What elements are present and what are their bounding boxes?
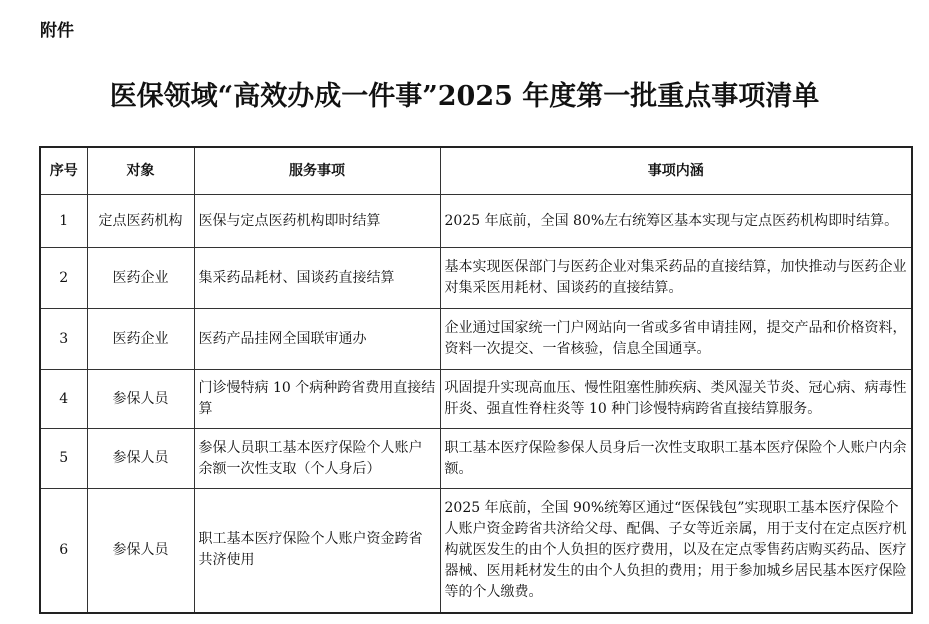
row-target: 医药企业 — [87, 309, 194, 370]
row-content: 基本实现医保部门与医药企业对集采药品的直接结算，加快推动与医药企业对集采医用耗材、国谈药的直接结算。 — [440, 248, 912, 309]
table-header-row — [40, 147, 912, 195]
row-target: 参保人员 — [87, 489, 194, 613]
row-content: 企业通过国家统一门户网站向一省或多省申请挂网，提交产品和价格资料，资料一次提交、一省核验，信息全国通享。 — [440, 309, 912, 370]
row-no: 2 — [40, 248, 87, 309]
row-service: 医药产品挂网全国联审通办 — [194, 309, 440, 370]
table-row — [40, 248, 912, 309]
row-no: 4 — [40, 370, 87, 429]
row-target: 参保人员 — [87, 429, 194, 489]
row-target: 定点医药机构 — [87, 195, 194, 248]
items-table — [39, 146, 913, 614]
row-no: 1 — [40, 195, 87, 248]
col-header-no: 序号 — [40, 147, 87, 195]
row-target: 参保人员 — [87, 370, 194, 429]
table-row — [40, 309, 912, 370]
col-header-content: 事项内涵 — [440, 147, 912, 195]
table-row — [40, 429, 912, 489]
col-header-service: 服务事项 — [194, 147, 440, 195]
table-row — [40, 489, 912, 613]
row-no: 3 — [40, 309, 87, 370]
row-no: 6 — [40, 489, 87, 613]
attachment-label: 附件 — [40, 21, 74, 41]
col-header-target: 对象 — [87, 147, 194, 195]
row-service: 门诊慢特病 10 个病种跨省费用直接结算 — [194, 370, 440, 429]
table-row — [40, 370, 912, 429]
row-content: 2025 年底前，全国 80%左右统筹区基本实现与定点医药机构即时结算。 — [440, 195, 912, 248]
row-service: 参保人员职工基本医疗保险个人账户余额一次性支取（个人身后） — [194, 429, 440, 489]
table-row — [40, 195, 912, 248]
row-content: 2025 年底前，全国 90%统筹区通过“医保钱包”实现职工基本医疗保险个人账户资金跨省共济给父母、配偶、子女等近亲属，用于支付在定点医疗机构就医发生的由个人负担的医疗费用，以及在定点零售药店购买药品、医疗器械、医用耗材发生的由个人负担的费用；用于参加城乡居民基本医疗保险等的个人缴费。 — [440, 489, 912, 613]
row-service: 职工基本医疗保险个人账户资金跨省共济使用 — [194, 489, 440, 613]
row-content: 职工基本医疗保险参保人员身后一次性支取职工基本医疗保险个人账户内余额。 — [440, 429, 912, 489]
row-target: 医药企业 — [87, 248, 194, 309]
page-title: 医保领域“高效办成一件事”2025 年度第一批重点事项清单 — [109, 81, 820, 112]
row-no: 5 — [40, 429, 87, 489]
row-service: 医保与定点医药机构即时结算 — [194, 195, 440, 248]
row-content: 巩固提升实现高血压、慢性阻塞性肺疾病、类风湿关节炎、冠心病、病毒性肝炎、强直性脊柱炎等 10 种门诊慢特病跨省直接结算服务。 — [440, 370, 912, 429]
row-service: 集采药品耗材、国谈药直接结算 — [194, 248, 440, 309]
